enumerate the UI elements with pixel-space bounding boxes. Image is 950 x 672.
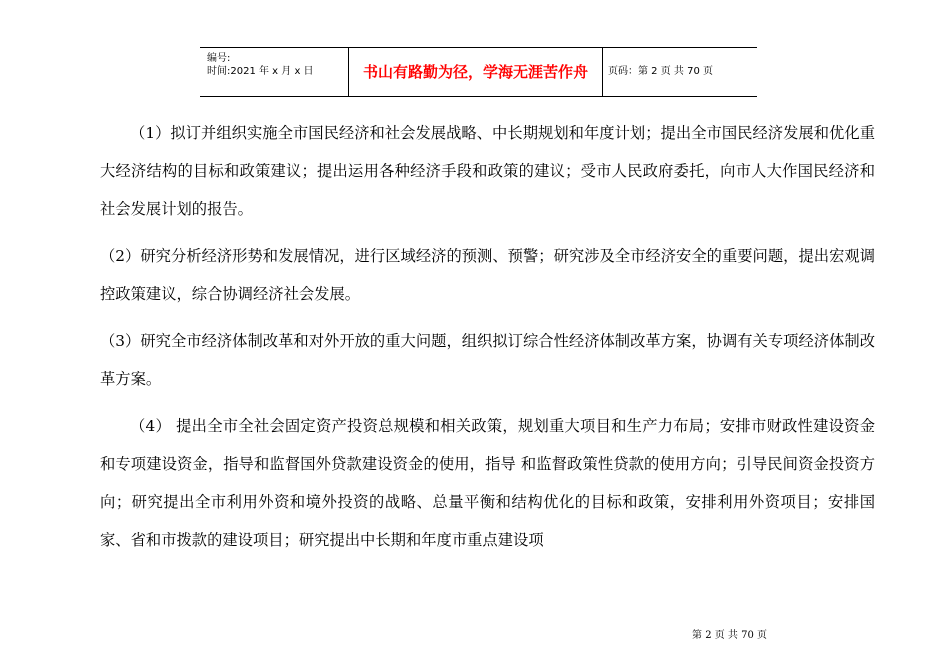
document-header (200, 47, 757, 97)
footer-page-number: 第 2 页 共 70 页 (692, 630, 767, 641)
motto-text: 书山有路勤为径，学海无涯苦作舟 (362, 63, 588, 81)
header-page-info: 页码：第 2 页 共 70 页 (608, 66, 713, 77)
serial-number-label: 编号: (207, 53, 231, 64)
header-meta-cell (200, 48, 348, 96)
paragraph-3: （3）研究全市经济体制改革和对外开放的重大问题，组织拟订综合性经济体制改革方案，协调有关专项经济体制改革方案。 (100, 332, 875, 388)
paragraph-4: （4） 提出全市全社会固定资产投资总规模和相关政策，规划重大项目和生产力布局；安排市财政性建设资金和专项建设资金，指导和监督国外贷款建设资金的使用，指导 和监督政策性贷款的使用方向；引导民间资金投资方向；研究提出全市利用外资和境外投资的战略、总量平衡和结构优化的目标和政策，安排利用外资项目；安排国 家、省和市拨款的建设项目；研究提出中长期和年度市重点建设项 (100, 417, 875, 549)
header-page-cell (602, 48, 757, 96)
header-motto-cell (348, 48, 603, 96)
date-label: 时间:2021 年 x 月 x 日 (207, 66, 314, 77)
paragraph-2: （2）研究分析经济形势和发展情况，进行区域经济的预测、预警；研究涉及全市经济安全的重要问题，提出宏观调控政策建议，综合协调经济社会发展。 (100, 247, 875, 303)
paragraph-1: （1）拟订并组织实施全市国民经济和社会发展战略、中长期规划和年度计划；提出全市国民经济发展和优化重大经济结构的目标和政策建议；提出运用各种经济手段和政策的建议；受市人民政府委托，向市人大作国民经济和社会发展计划的报告。 (100, 124, 875, 218)
